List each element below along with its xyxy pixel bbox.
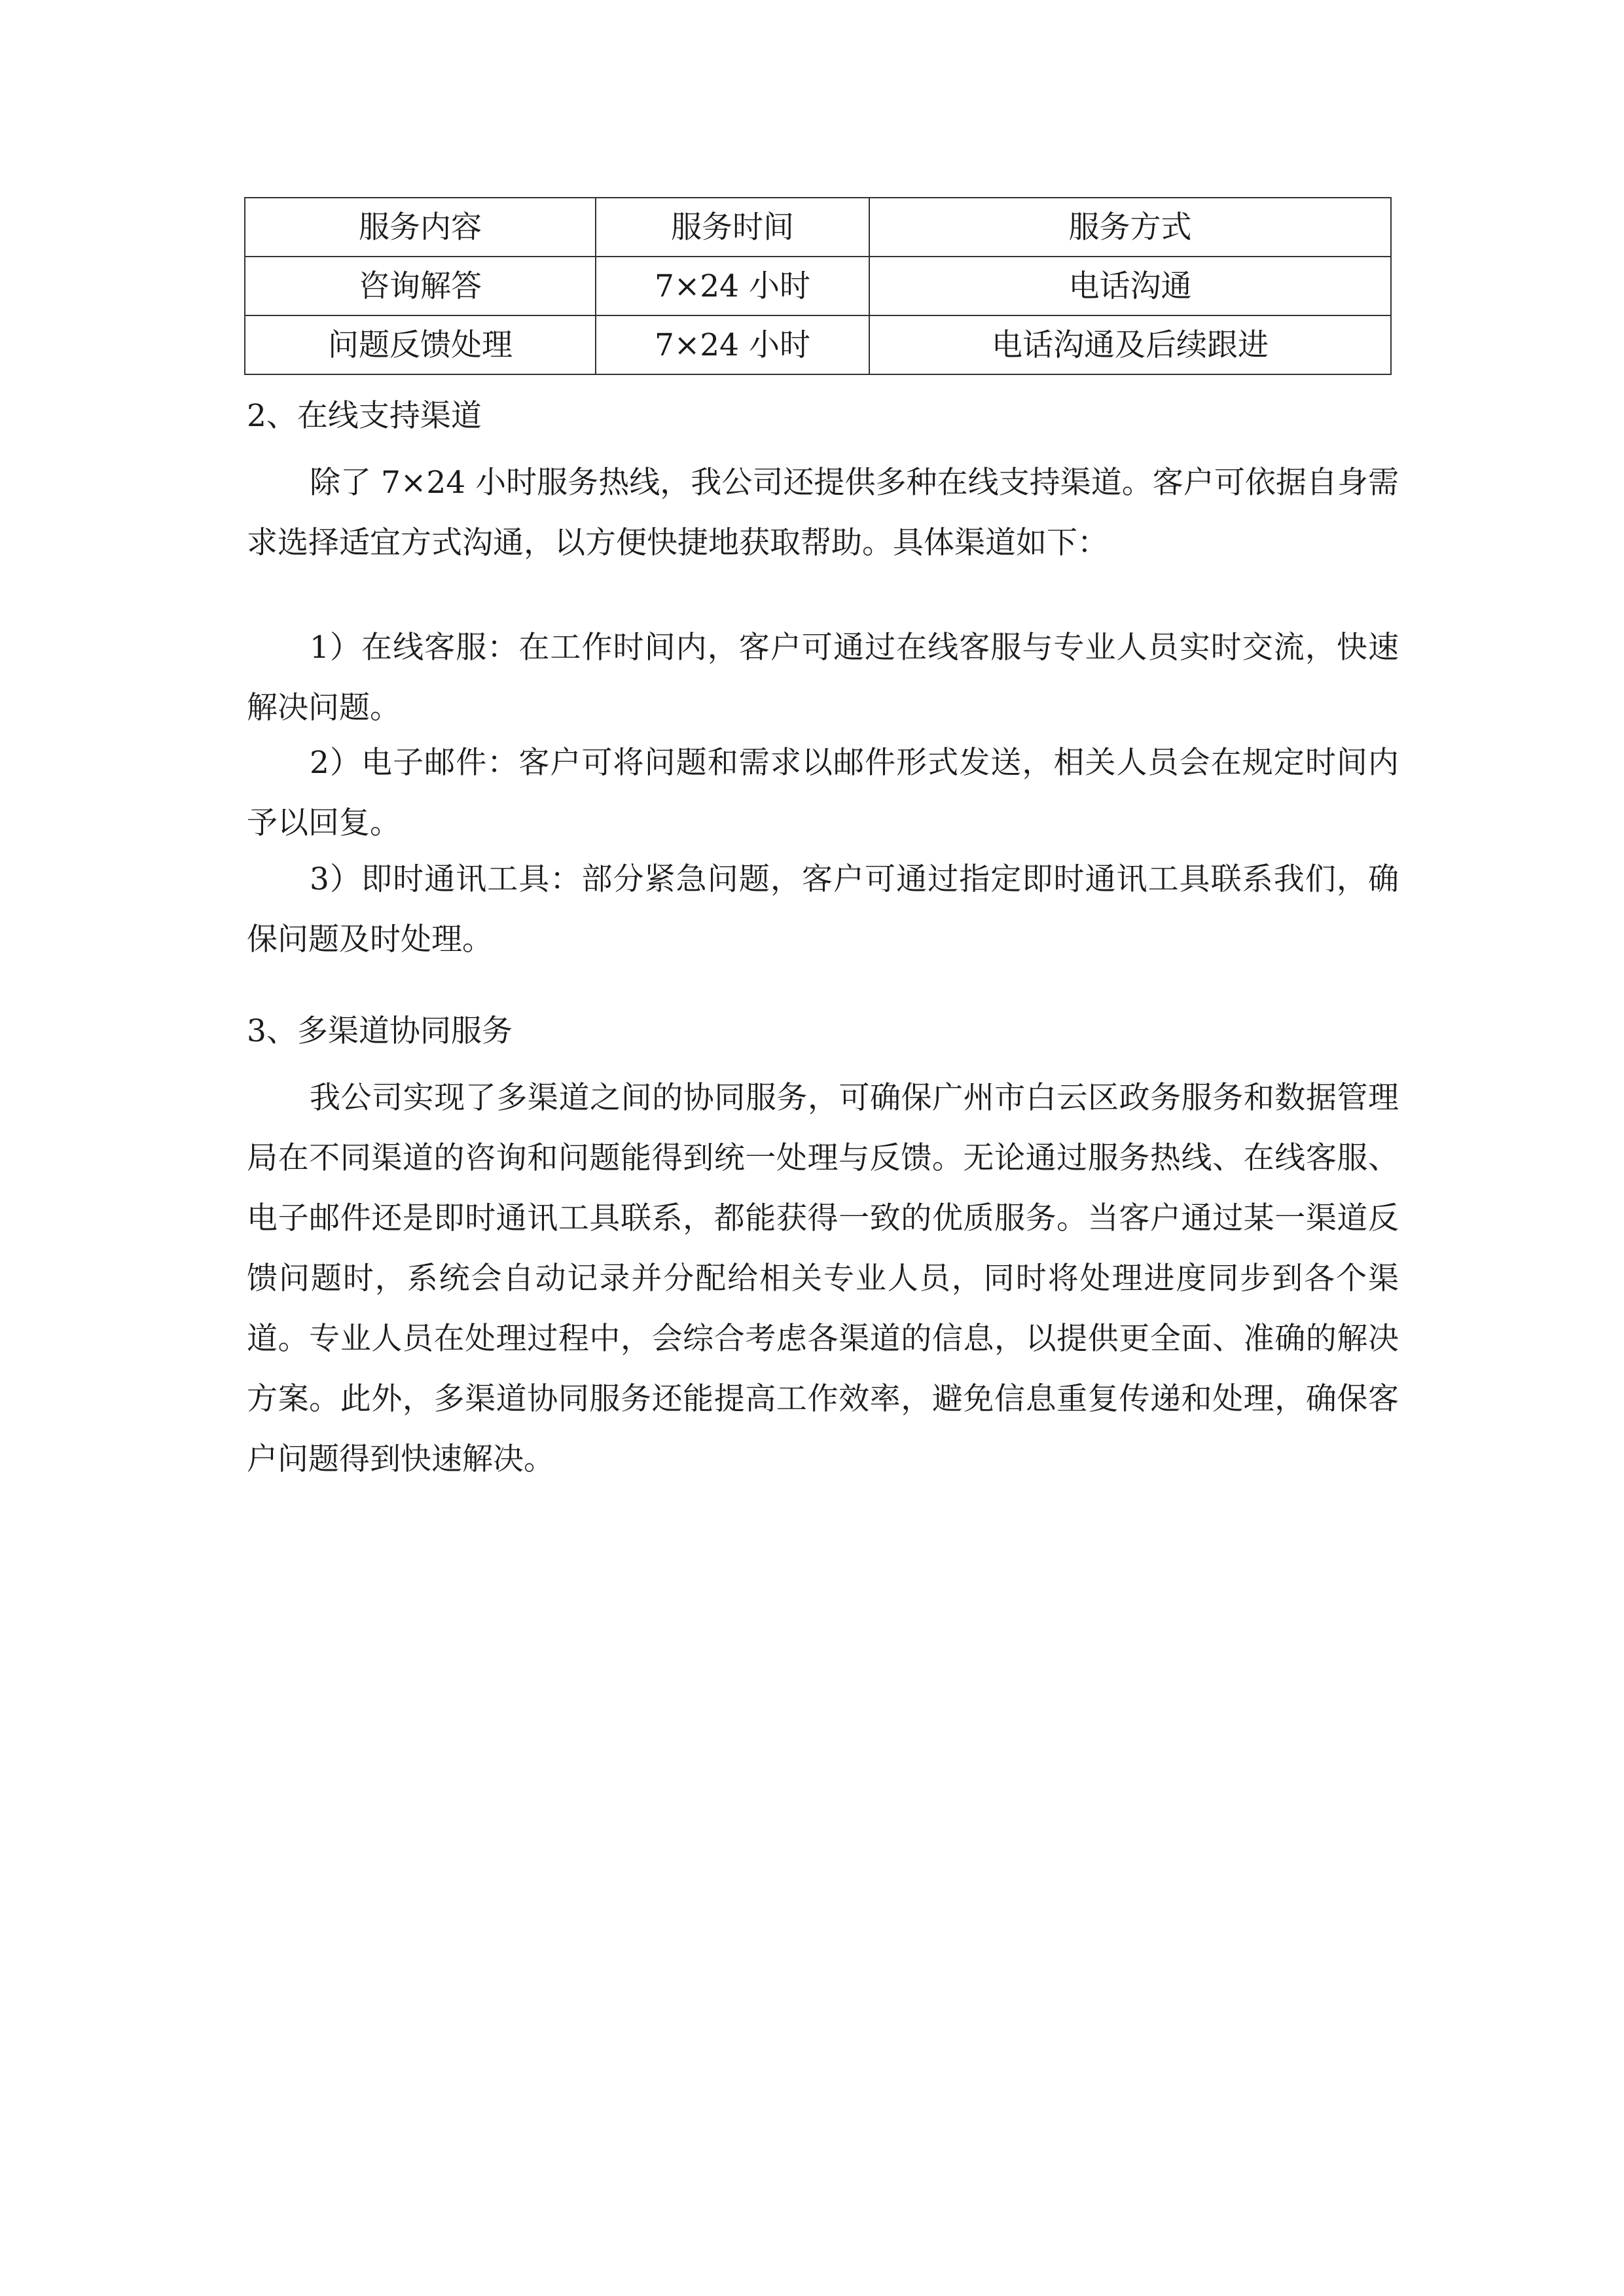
channel-item-email: 2）电子邮件：客户可将问题和需求以邮件形式发送，相关人员会在规定时间内予以回复。 [247,745,1399,841]
table-row [245,315,1391,374]
section-2-heading: 2、在线支持渠道 [247,398,482,434]
section-3-body: 我公司实现了多渠道之间的协同服务，可确保广州市白云区政务服务和数据管理局在不同渠道的咨询和问题能得到统一处理与反馈。无论通过服务热线、在线客服、电子邮件还是即时通讯工具联系，都能获得一致的优质服务。当客户通过某一渠道反馈问题时，系统会自动记录并分配给相关专业人员，同时将处理进度同步到各个渠道。专业人员在处理过程中，会综合考虑各渠道的信息，以提供更全面、准确的解决方案。此外，多渠道协同服务还能提高工作效率，避免信息重复传递和处理，确保客户问题得到快速解决。 [247,1080,1399,1477]
table-cell: 7×24 小时 [596,315,869,374]
section-2-intro: 除了 7×24 小时服务热线，我公司还提供多种在线支持渠道。客户可依据自身需求选择适宜方式沟通，以方便快捷地获取帮助。具体渠道如下： [247,465,1399,561]
channel-item-instant-messaging: 3）即时通讯工具：部分紧急问题，客户可通过指定即时通讯工具联系我们，确保问题及时处理。 [247,861,1399,958]
table-cell: 电话沟通 [869,257,1391,315]
section-3-heading: 3、多渠道协同服务 [247,1013,513,1049]
table-row [245,257,1391,315]
table-header-cell: 服务内容 [245,198,596,257]
table-cell: 7×24 小时 [596,257,869,315]
service-table [244,197,1392,375]
table-header-cell: 服务时间 [596,198,869,257]
channel-item-online-service: 1）在线客服：在工作时间内，客户可通过在线客服与专业人员实时交流，快速解决问题。 [247,630,1399,726]
table-cell: 问题反馈处理 [245,315,596,374]
table-header-row [245,198,1391,257]
table-cell: 电话沟通及后续跟进 [869,315,1391,374]
table-header-cell: 服务方式 [869,198,1391,257]
table-cell: 咨询解答 [245,257,596,315]
